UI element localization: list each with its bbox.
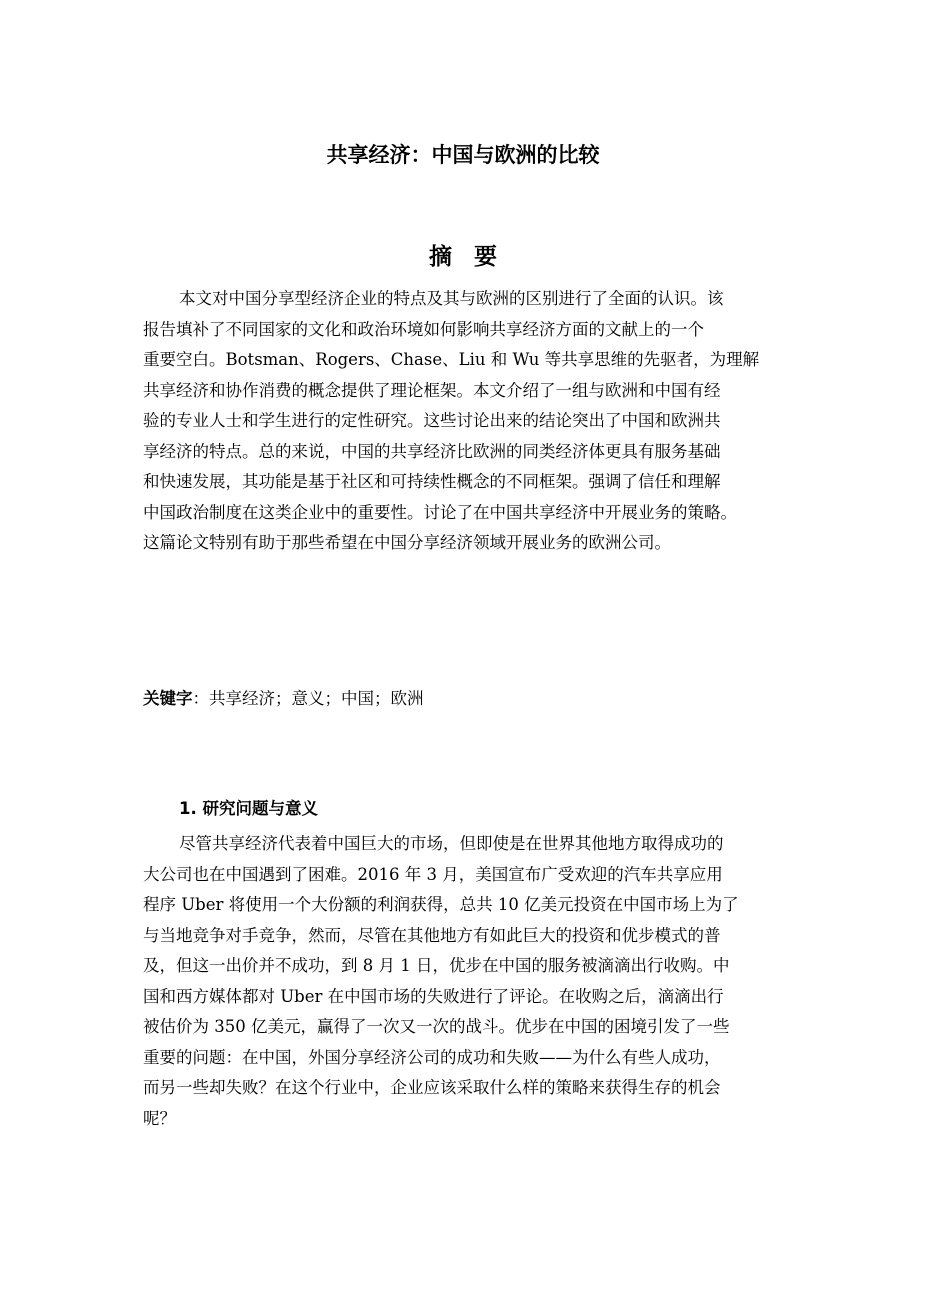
- section-line: 与当地竞争对手竞争，然而，尽管在其他地方有如此巨大的投资和优步模式的普: [143, 925, 721, 945]
- section-line: 呢？: [143, 1108, 176, 1128]
- section-line: 重要的问题：在中国，外国分享经济公司的成功和失败——为什么有些人成功，: [143, 1047, 721, 1067]
- section-body: [143, 829, 789, 1134]
- abstract-line: 报告填补了不同国家的文化和政治环境如何影响共享经济方面的文献上的一个: [143, 319, 704, 339]
- keywords-separator: ：: [192, 689, 209, 708]
- section-line: 国和西方媒体都对 Uber 在中国市场的失败进行了评论。在收购之后，滴滴出行: [143, 986, 724, 1006]
- abstract-line: 共享经济和协作消费的概念提供了理论框架。本文介绍了一组与欧洲和中国有经: [143, 380, 721, 400]
- abstract-line: 验的专业人士和学生进行的定性研究。这些讨论出来的结论突出了中国和欧洲共: [143, 411, 721, 430]
- section-line: 尽管共享经济代表着中国巨大的市场，但即使是在世界其他地方取得成功的: [179, 834, 724, 853]
- section-line: 被估价为 350 亿美元，赢得了一次又一次的战斗。优步在中国的困境引发了一些: [143, 1017, 730, 1036]
- abstract-body: [143, 284, 789, 559]
- abstract-line: 这篇论文特别有助于那些希望在中国分享经济领域开展业务的欧洲公司。: [143, 533, 671, 552]
- section-line: 程序 Uber 将使用一个大份额的利润获得，总共 10 亿美元投资在中国市场上为了: [143, 895, 739, 914]
- abstract-line: 和快速发展，其功能是基于社区和可持续性概念的不同框架。强调了信任和理解: [143, 472, 721, 491]
- abstract-line: 中国政治制度在这类企业中的重要性。讨论了在中国共享经济中开展业务的策略。: [143, 502, 737, 522]
- abstract-heading: 摘要: [429, 244, 519, 270]
- abstract-line: 本文对中国分享型经济企业的特点及其与欧洲的区别进行了全面的认识。该: [179, 289, 724, 308]
- keywords-label: 关键字: [143, 689, 193, 708]
- keywords-value: 共享经济；意义；中国；欧洲: [209, 689, 424, 708]
- abstract-line: 享经济的特点。总的来说，中国的共享经济比欧洲的同类经济体更具有服务基础: [143, 441, 721, 461]
- keywords-line: [143, 685, 424, 713]
- abstract-line: 重要空白。Botsman、Rogers、Chase、Liu 和 Wu 等共享思维的先驱者，为理解: [143, 350, 760, 369]
- section-line: 而另一些却失败？在这个行业中，企业应该采取什么样的策略来获得生存的机会: [143, 1078, 721, 1097]
- section-line: 大公司也在中国遇到了困难。2016 年 3 月，美国宣布广受欢迎的汽车共享应用: [143, 864, 723, 884]
- section-line: 及，但这一出价并不成功，到 8 月 1 日，优步在中国的服务被滴滴出行收购。中: [143, 956, 730, 975]
- section-heading: 1. 研究问题与意义: [179, 799, 318, 818]
- paper-title: 共享经济：中国与欧洲的比较: [326, 143, 600, 167]
